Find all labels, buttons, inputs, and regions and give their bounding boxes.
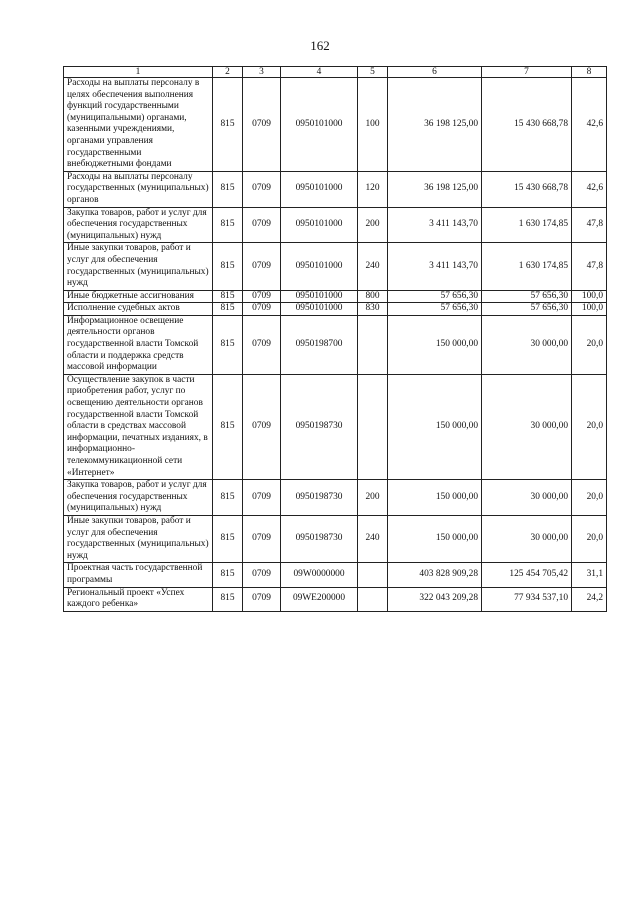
cell-admin-code: 815 (213, 171, 243, 207)
cell-target-code: 0950101000 (281, 171, 358, 207)
cell-admin-code: 815 (213, 290, 243, 303)
table-row (64, 315, 607, 374)
cell-actual: 57 656,30 (482, 303, 572, 316)
cell-actual: 1 630 174,85 (482, 207, 572, 243)
cell-section-code: 0709 (243, 290, 281, 303)
table-row (64, 303, 607, 316)
cell-actual: 15 430 668,78 (482, 78, 572, 172)
cell-plan: 150 000,00 (388, 374, 482, 479)
cell-plan: 150 000,00 (388, 515, 482, 562)
cell-target-code: 0950101000 (281, 290, 358, 303)
cell-percent: 24,2 (572, 587, 607, 611)
row-name: Иные бюджетные ассигнования (64, 290, 213, 303)
table-row (64, 243, 607, 290)
cell-plan: 36 198 125,00 (388, 171, 482, 207)
cell-actual: 77 934 537,10 (482, 587, 572, 611)
row-name: Региональный проект «Успех каждого ребенка» (64, 587, 213, 611)
cell-target-code: 0950198700 (281, 315, 358, 374)
cell-actual: 1 630 174,85 (482, 243, 572, 290)
cell-section-code: 0709 (243, 515, 281, 562)
cell-section-code: 0709 (243, 207, 281, 243)
cell-target-code: 09W0000000 (281, 563, 358, 587)
row-name: Иные закупки товаров, работ и услуг для обеспечения государственных (муниципальных) нужд (64, 515, 213, 562)
cell-plan: 3 411 143,70 (388, 207, 482, 243)
cell-plan: 403 828 909,28 (388, 563, 482, 587)
cell-admin-code: 815 (213, 303, 243, 316)
cell-plan: 150 000,00 (388, 480, 482, 516)
table-row (64, 515, 607, 562)
cell-plan: 57 656,30 (388, 290, 482, 303)
cell-plan: 322 043 209,28 (388, 587, 482, 611)
cell-expense-type: 240 (358, 243, 388, 290)
row-name: Закупка товаров, работ и услуг для обеспечения государственных (муниципальных) нужд (64, 480, 213, 516)
cell-target-code: 0950101000 (281, 243, 358, 290)
cell-percent: 47,8 (572, 207, 607, 243)
cell-expense-type: 120 (358, 171, 388, 207)
row-name: Расходы на выплаты персоналу в целях обеспечения выполнения функций государственными (муниципальными) органами, казенными учреждениями, органами управления государственными внебюджетными фондами (64, 78, 213, 172)
cell-actual: 30 000,00 (482, 315, 572, 374)
cell-percent: 47,8 (572, 243, 607, 290)
cell-admin-code: 815 (213, 315, 243, 374)
table-row (64, 78, 607, 172)
column-header: 5 (358, 67, 388, 78)
cell-actual: 125 454 705,42 (482, 563, 572, 587)
cell-plan: 57 656,30 (388, 303, 482, 316)
cell-expense-type: 800 (358, 290, 388, 303)
cell-percent: 20,0 (572, 315, 607, 374)
column-header: 3 (243, 67, 281, 78)
row-name: Иные закупки товаров, работ и услуг для обеспечения государственных (муниципальных) нужд (64, 243, 213, 290)
cell-percent: 20,0 (572, 374, 607, 479)
cell-target-code: 0950198730 (281, 374, 358, 479)
cell-target-code: 0950198730 (281, 480, 358, 516)
column-header: 1 (64, 67, 213, 78)
cell-section-code: 0709 (243, 171, 281, 207)
budget-table (63, 66, 607, 612)
row-name: Расходы на выплаты персоналу государственных (муниципальных) органов (64, 171, 213, 207)
cell-percent: 31,1 (572, 563, 607, 587)
cell-expense-type: 200 (358, 207, 388, 243)
table-row (64, 587, 607, 611)
column-header: 6 (388, 67, 482, 78)
row-name: Проектная часть государственной программы (64, 563, 213, 587)
cell-actual: 30 000,00 (482, 480, 572, 516)
cell-target-code: 0950101000 (281, 78, 358, 172)
cell-section-code: 0709 (243, 374, 281, 479)
cell-percent: 100,0 (572, 303, 607, 316)
table-row (64, 563, 607, 587)
cell-percent: 42,6 (572, 78, 607, 172)
cell-percent: 42,6 (572, 171, 607, 207)
header-row (64, 67, 607, 78)
cell-expense-type (358, 587, 388, 611)
row-name: Закупка товаров, работ и услуг для обеспечения государственных (муниципальных) нужд (64, 207, 213, 243)
cell-admin-code: 815 (213, 587, 243, 611)
table-row (64, 207, 607, 243)
page-number: 162 (310, 38, 330, 53)
cell-expense-type: 240 (358, 515, 388, 562)
cell-section-code: 0709 (243, 587, 281, 611)
cell-expense-type: 200 (358, 480, 388, 516)
cell-expense-type (358, 374, 388, 479)
column-header: 4 (281, 67, 358, 78)
cell-admin-code: 815 (213, 207, 243, 243)
cell-plan: 3 411 143,70 (388, 243, 482, 290)
cell-target-code: 0950101000 (281, 303, 358, 316)
cell-section-code: 0709 (243, 563, 281, 587)
table-row (64, 374, 607, 479)
cell-admin-code: 815 (213, 78, 243, 172)
row-name: Информационное освещение деятельности органов государственной власти Томской области и поддержка средств массовой информации (64, 315, 213, 374)
cell-section-code: 0709 (243, 78, 281, 172)
cell-expense-type (358, 563, 388, 587)
table-row (64, 480, 607, 516)
cell-section-code: 0709 (243, 303, 281, 316)
cell-admin-code: 815 (213, 374, 243, 479)
cell-section-code: 0709 (243, 480, 281, 516)
cell-admin-code: 815 (213, 515, 243, 562)
cell-admin-code: 815 (213, 480, 243, 516)
cell-target-code: 09WE200000 (281, 587, 358, 611)
cell-actual: 30 000,00 (482, 515, 572, 562)
cell-expense-type: 830 (358, 303, 388, 316)
cell-actual: 30 000,00 (482, 374, 572, 479)
cell-admin-code: 815 (213, 563, 243, 587)
column-header: 8 (572, 67, 607, 78)
table-row (64, 290, 607, 303)
cell-expense-type (358, 315, 388, 374)
cell-plan: 150 000,00 (388, 315, 482, 374)
cell-target-code: 0950101000 (281, 207, 358, 243)
column-header: 7 (482, 67, 572, 78)
cell-actual: 57 656,30 (482, 290, 572, 303)
cell-section-code: 0709 (243, 243, 281, 290)
cell-plan: 36 198 125,00 (388, 78, 482, 172)
cell-percent: 20,0 (572, 515, 607, 562)
row-name: Исполнение судебных актов (64, 303, 213, 316)
cell-target-code: 0950198730 (281, 515, 358, 562)
cell-actual: 15 430 668,78 (482, 171, 572, 207)
column-header: 2 (213, 67, 243, 78)
cell-percent: 20,0 (572, 480, 607, 516)
cell-section-code: 0709 (243, 315, 281, 374)
cell-expense-type: 100 (358, 78, 388, 172)
cell-admin-code: 815 (213, 243, 243, 290)
cell-percent: 100,0 (572, 290, 607, 303)
row-name: Осуществление закупок в части приобретения работ, услуг по освещению деятельности органов государственной власти Томской области в средствах массовой информации, печатных изданиях, в информационно-телекоммуникационной сети «Интернет» (64, 374, 213, 479)
table-row (64, 171, 607, 207)
